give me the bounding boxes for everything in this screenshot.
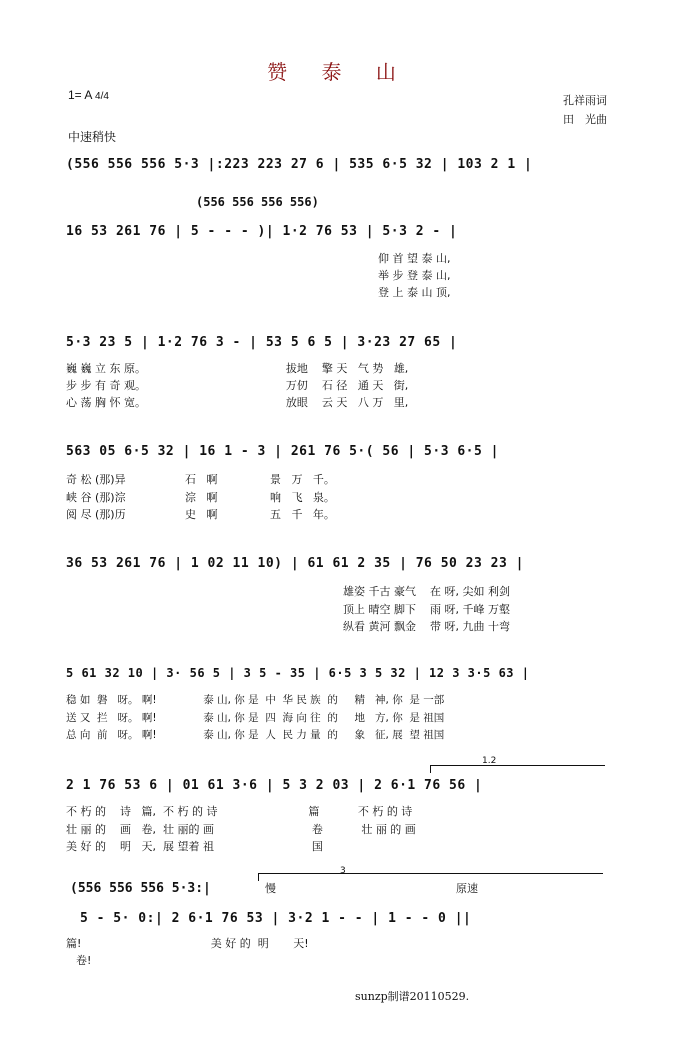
tempo-marking: 中速稍快 <box>68 130 117 144</box>
volta-bracket-1-2-edge <box>430 765 431 773</box>
volta-bracket-3-edge <box>258 873 259 881</box>
tempo-original: 原速 <box>456 882 478 895</box>
lyric-line-3-2: 步 步 有 奇 观。 万仞 石 径 通 天 街, <box>66 379 409 392</box>
lyric-line-5-3: 纵看 黄河 飘金 带 呀, 九曲 十弯 <box>343 620 510 633</box>
volta-label-3: 3 <box>340 866 346 876</box>
key-signature <box>68 88 109 102</box>
notation-line-2: 16 53 261 76 | 5 - - - )| 1·2 76 53 | 5·3 2 - | <box>66 224 458 239</box>
lyric-line-7-1: 不 朽 的 诗 篇, 不 朽 的 诗 篇 不 朽 的 诗 <box>66 805 413 818</box>
lyric-line-7-2: 壮 丽 的 画 卷, 壮 丽的 画 卷 壮 丽 的 画 <box>66 823 416 836</box>
tempo-slow: 慢 <box>265 882 276 895</box>
notation-line-6: 5 61 32 10 | 3· 56 5 | 3 5 - 35 | 6·5 3 5 32 | 12 3 3·5 63 | <box>66 666 530 680</box>
footer-credit: sunzp制谱20110529. <box>355 990 470 1003</box>
lyric-line-3-3: 心 荡 胸 怀 宽。 放眼 云 天 八 万 里, <box>66 396 409 409</box>
composer-credit: 田 光曲 <box>563 113 607 126</box>
lyric-line-6-3: 总 向 前 呀。 啊! 泰 山, 你 是 人 民 力 量 的 象 征, 展 望 祖国 <box>66 729 445 741</box>
lyric-line-5-1: 雄姿 千古 豪气 在 呀, 尖如 利剑 <box>343 585 510 598</box>
volta-bracket-3 <box>258 873 603 874</box>
lyric-line-3-1: 巍 巍 立 东 原。 拔地 擎 天 气 势 雄, <box>66 362 409 375</box>
notation-line-8: 5 - 5· 0:| 2 6·1 76 53 | 3·2 1 - - | 1 - - 0 || <box>80 911 472 926</box>
lyric-line-4-2: 峡 谷 (那)淙 淙 啊 响 飞 泉。 <box>66 491 335 504</box>
lyric-line-2-3: 登 上 泰 山 顶, <box>378 286 451 299</box>
lyricist-credit: 孔祥雨词 <box>563 94 607 107</box>
notation-line-4: 563 05 6·5 32 | 16 1 - 3 | 261 76 5·( 56 | 5·3 6·5 | <box>66 444 499 459</box>
lyric-line-4-1: 奇 松 (那)异 石 啊 景 万 千。 <box>66 473 335 486</box>
notation-line-7: 2 1 76 53 6 | 01 61 3·6 | 5 3 2 03 | 2 6·1 76 56 | <box>66 778 483 793</box>
time-signature: 4/4 <box>95 91 109 102</box>
lyric-line-8-2: 卷! <box>76 954 92 967</box>
key-label: 1= A <box>68 88 92 102</box>
volta-bracket-1-2 <box>430 765 605 766</box>
notation-line-3: 5·3 23 5 | 1·2 76 3 - | 53 5 6 5 | 3·23 27 65 | <box>66 335 458 350</box>
interlude-notation: (556 556 556 5·3:| <box>70 881 211 896</box>
lyric-line-7-3: 美 好 的 明 天, 展 望着 祖 国 <box>66 840 323 853</box>
lyric-line-8-1: 篇! 美 好 的 明 天! <box>66 937 309 950</box>
lyric-line-4-3: 阅 尽 (那)历 史 啊 五 千 年。 <box>66 508 335 521</box>
lyric-line-6-1: 稳 如 磐 呀。 啊! 泰 山, 你 是 中 华 民 族 的 精 神, 你 是 一部 <box>66 694 445 706</box>
notation-line-1: (556 556 556 5·3 |:223 223 27 6 | 535 6·5 32 | 103 2 1 | <box>66 157 533 172</box>
lyric-line-2-1: 仰 首 望 泰 山, <box>378 252 451 265</box>
lyric-line-5-2: 顶上 晴空 脚下 雨 呀, 千峰 万壑 <box>343 603 510 616</box>
intro-notation: (556 556 556 556) <box>196 195 319 209</box>
notation-line-5: 36 53 261 76 | 1 02 11 10) | 61 61 2 35 | 76 50 23 23 | <box>66 556 524 571</box>
volta-label-1-2: 1.2 <box>482 756 497 766</box>
song-title: 赞 泰 山 <box>267 60 410 84</box>
lyric-line-6-2: 送 又 拦 呀。 啊! 泰 山, 你 是 四 海 向 往 的 地 方, 你 是 祖国 <box>66 712 445 724</box>
lyric-line-2-2: 举 步 登 泰 山, <box>378 269 451 282</box>
